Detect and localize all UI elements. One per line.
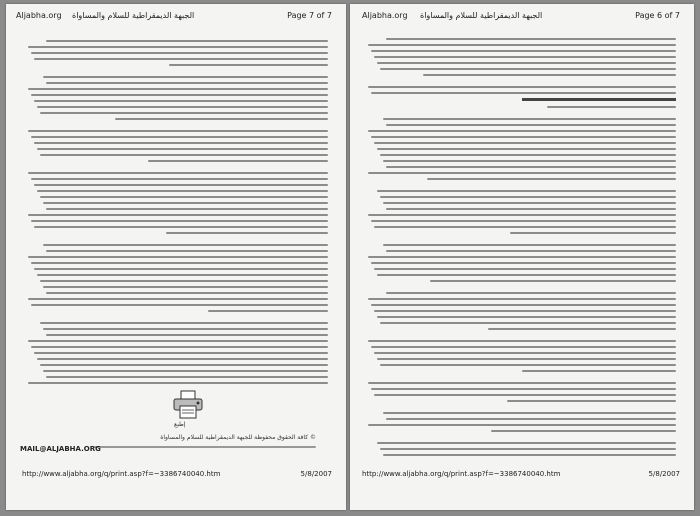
text-line xyxy=(31,346,328,348)
text-line xyxy=(31,94,328,96)
text-line xyxy=(368,214,676,216)
site-name: Aljabha.org xyxy=(362,11,408,20)
text-line xyxy=(386,166,676,168)
text-line xyxy=(28,256,328,258)
text-line xyxy=(34,100,328,102)
text-line xyxy=(43,370,328,372)
text-line xyxy=(374,310,676,312)
text-line xyxy=(386,38,676,40)
text-line xyxy=(386,418,676,420)
text-line xyxy=(43,328,328,330)
text-line xyxy=(383,244,676,246)
text-line xyxy=(40,364,328,366)
text-line xyxy=(371,346,676,348)
text-line xyxy=(380,322,676,324)
text-line xyxy=(368,424,676,426)
text-line xyxy=(31,220,328,222)
text-line xyxy=(510,232,676,234)
text-line xyxy=(43,244,328,246)
text-line xyxy=(377,190,676,192)
text-line xyxy=(40,280,328,282)
text-line xyxy=(374,142,676,144)
text-line xyxy=(28,46,328,48)
page-url[interactable]: http://www.aljabha.org/q/print.asp?f=~3386740040.htm xyxy=(362,470,561,478)
page-label: Page 7 of 7 xyxy=(287,11,332,20)
text-line xyxy=(43,286,328,288)
contact-email[interactable]: MAIL@ALJABHA.ORG xyxy=(20,445,101,453)
text-line xyxy=(377,316,676,318)
text-line xyxy=(40,154,328,156)
text-line xyxy=(166,232,328,234)
text-line xyxy=(46,376,328,378)
text-line xyxy=(427,178,676,180)
text-line xyxy=(380,154,676,156)
text-line xyxy=(371,136,676,138)
text-line xyxy=(46,208,328,210)
copyright-notice: © كافة الحقوق محفوظة للجبهة الديمقراطية للسلام والمساواة xyxy=(160,434,316,441)
page-label: Page 6 of 7 xyxy=(635,11,680,20)
text-line xyxy=(40,112,328,114)
body-text xyxy=(28,40,328,390)
text-line xyxy=(380,448,676,450)
text-line xyxy=(377,442,676,444)
text-line xyxy=(383,202,676,204)
text-line xyxy=(377,358,676,360)
text-line xyxy=(28,172,328,174)
text-line xyxy=(368,172,676,174)
page-date: 5/8/2007 xyxy=(300,470,332,478)
site-title: الجبهة الديمقراطية للسلام والمساواة xyxy=(420,11,543,20)
text-line xyxy=(31,262,328,264)
text-line xyxy=(368,44,676,46)
text-line xyxy=(383,118,676,120)
text-line xyxy=(31,304,328,306)
text-line xyxy=(37,274,328,276)
text-line xyxy=(491,430,676,432)
text-line xyxy=(386,208,676,210)
text-line xyxy=(371,220,676,222)
text-line xyxy=(31,136,328,138)
text-line xyxy=(28,130,328,132)
text-line xyxy=(371,304,676,306)
text-line xyxy=(28,340,328,342)
contact-line xyxy=(94,446,316,448)
text-line xyxy=(368,86,676,88)
text-line xyxy=(383,412,676,414)
site-title: الجبهة الديمقراطية للسلام والمساواة xyxy=(72,11,195,20)
text-line xyxy=(31,52,328,54)
text-line xyxy=(368,298,676,300)
text-line xyxy=(374,226,676,228)
text-line xyxy=(34,268,328,270)
text-line xyxy=(37,106,328,108)
text-line xyxy=(28,382,328,384)
text-line xyxy=(380,364,676,366)
page-date: 5/8/2007 xyxy=(648,470,680,478)
text-line xyxy=(380,196,676,198)
text-line xyxy=(169,64,328,66)
text-line xyxy=(37,148,328,150)
text-line xyxy=(46,40,328,42)
text-line xyxy=(31,178,328,180)
text-line xyxy=(374,352,676,354)
text-line xyxy=(371,92,676,94)
text-line xyxy=(28,298,328,300)
text-line xyxy=(37,190,328,192)
printer-caption: إطبع xyxy=(174,421,186,428)
text-line xyxy=(377,62,676,64)
text-line xyxy=(40,196,328,198)
text-line xyxy=(383,454,676,456)
text-line xyxy=(374,394,676,396)
text-line xyxy=(148,160,328,162)
text-line xyxy=(368,256,676,258)
text-line xyxy=(43,76,328,78)
text-line xyxy=(386,292,676,294)
text-line xyxy=(430,280,676,282)
text-line xyxy=(377,274,676,276)
document-page-7 xyxy=(6,4,346,510)
text-line xyxy=(374,268,676,270)
page-url[interactable]: http://www.aljabha.org/q/print.asp?f=~3386740040.htm xyxy=(22,470,221,478)
text-line xyxy=(380,68,676,70)
text-line xyxy=(28,88,328,90)
text-line xyxy=(46,250,328,252)
text-line xyxy=(115,118,328,120)
text-line xyxy=(371,50,676,52)
text-line xyxy=(46,334,328,336)
text-line xyxy=(371,388,676,390)
text-line xyxy=(34,142,328,144)
text-line xyxy=(377,148,676,150)
text-line xyxy=(40,322,328,324)
text-line xyxy=(368,130,676,132)
text-line xyxy=(507,400,676,402)
text-line xyxy=(34,58,328,60)
printer-icon[interactable] xyxy=(172,390,206,420)
text-line xyxy=(34,226,328,228)
text-line xyxy=(208,310,328,312)
text-line xyxy=(374,56,676,58)
document-page-6 xyxy=(350,4,694,510)
text-line xyxy=(37,358,328,360)
text-line xyxy=(522,370,676,372)
text-line xyxy=(46,292,328,294)
text-line xyxy=(368,382,676,384)
text-line xyxy=(34,184,328,186)
text-line xyxy=(371,262,676,264)
text-line xyxy=(368,340,676,342)
body-text xyxy=(368,38,676,448)
text-line xyxy=(28,214,328,216)
text-line xyxy=(386,124,676,126)
text-line xyxy=(43,202,328,204)
text-line xyxy=(547,106,676,108)
text-line xyxy=(383,160,676,162)
section-heading-line xyxy=(522,98,676,101)
text-line xyxy=(34,352,328,354)
site-name: Aljabha.org xyxy=(16,11,62,20)
text-line xyxy=(423,74,676,76)
text-line xyxy=(386,250,676,252)
text-line xyxy=(488,328,676,330)
text-line xyxy=(46,82,328,84)
